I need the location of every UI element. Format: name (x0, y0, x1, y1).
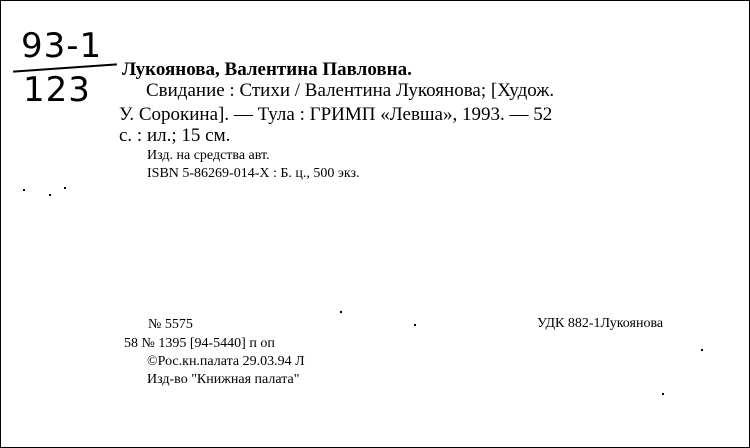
shelf-mark-bottom: 123 (23, 70, 91, 110)
scan-speck (49, 194, 51, 196)
shelf-mark-top: 93-1 (21, 26, 103, 66)
scan-speck (23, 189, 25, 191)
isbn-line: ISBN 5-86269-014-X : Б. ц., 500 экз. (147, 166, 360, 181)
registry-number-2: 58 № 1395 [94-5440] п оп (124, 336, 275, 351)
scan-speck (414, 324, 416, 326)
edition-note: Изд. на средства авт. (147, 148, 270, 163)
registry-publisher: Изд-во "Книжная палата" (147, 372, 300, 387)
title-line-3: с. : ил.; 15 см. (119, 125, 231, 146)
registry-number: № 5575 (148, 317, 193, 332)
scan-speck (64, 187, 66, 189)
scan-speck (701, 349, 703, 351)
author-heading: Лукоянова, Валентина Павловна. (122, 59, 412, 80)
title-line-1: Свидание : Стихи / Валентина Лукоянова; [Худож. (146, 80, 555, 101)
scan-speck (340, 311, 342, 313)
udk-code: УДК 882-1Лукоянова (537, 316, 664, 331)
title-line-2: У. Сорокина]. — Тула : ГРИМП «Левша», 1993. — 52 (119, 104, 553, 125)
registry-stamp: ©Рос.кн.палата 29.03.94 Л (147, 354, 305, 369)
scan-speck (662, 393, 664, 395)
